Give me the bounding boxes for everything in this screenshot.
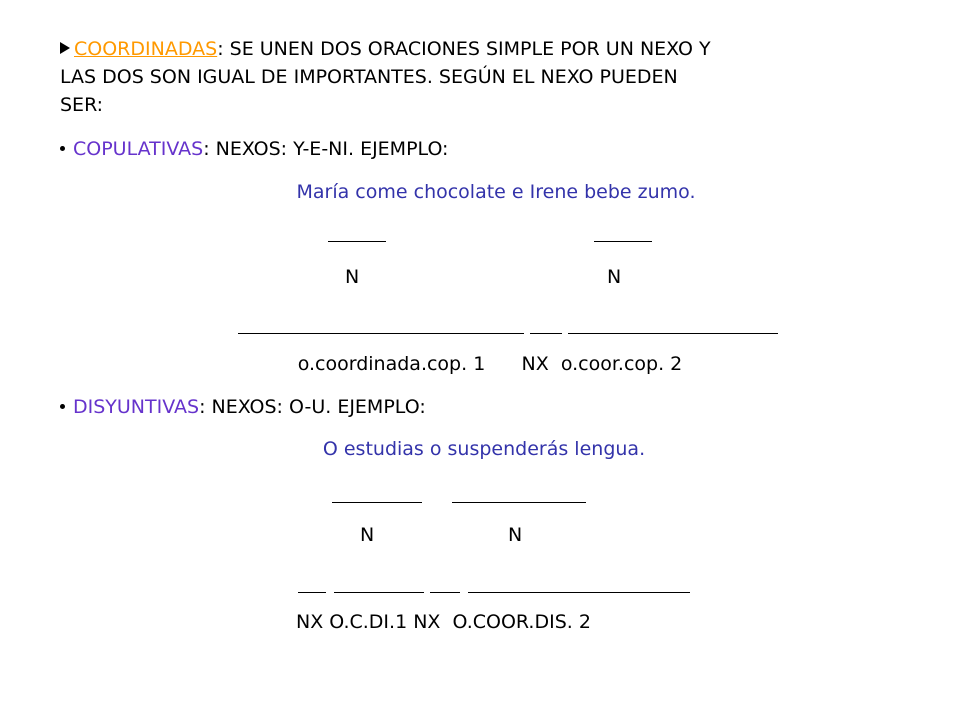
copulativas-parts: o.coordinada.cop. 1 NX o.coor.cop. 2 — [297, 353, 683, 375]
arrow-bullet-icon — [60, 42, 70, 54]
copulativas-line — [60, 138, 448, 160]
copulativas-n1: N — [345, 266, 360, 288]
disyuntivas-n2: N — [508, 524, 523, 546]
disyuntivas-clause1-underline — [334, 592, 424, 593]
disyuntivas-n2-underline — [452, 502, 586, 503]
disyuntivas-label: DISYUNTIVAS — [73, 396, 200, 418]
copulativas-example: María come chocolate e Irene bebe zumo. — [296, 181, 696, 203]
disyuntivas-nexo1-underline — [298, 592, 326, 593]
bullet-icon — [60, 404, 65, 409]
coordinadas-label: COORDINADAS — [74, 38, 218, 60]
disyuntivas-clause2-underline — [468, 592, 690, 593]
coordinadas-line-2: LAS DOS SON IGUAL DE IMPORTANTES. SEGÚN EL NEXO PUEDEN — [60, 66, 678, 88]
copulativas-n2-underline — [594, 241, 652, 242]
disyuntivas-n1: N — [360, 524, 375, 546]
coordinadas-line-1 — [60, 38, 711, 60]
disyuntivas-nexo2-underline — [430, 592, 460, 593]
copulativas-n2: N — [607, 266, 622, 288]
copulativas-n1-underline — [328, 241, 386, 242]
disyuntivas-line — [60, 396, 426, 418]
copulativas-clause2-underline — [568, 333, 778, 334]
disyuntivas-text: : NEXOS: O-U. EJEMPLO: — [199, 396, 426, 418]
coordinadas-text-1: : SE UNEN DOS ORACIONES SIMPLE POR UN NEXO Y — [217, 38, 711, 60]
coordinadas-line-3: SER: — [60, 94, 104, 116]
copulativas-nexo-underline — [530, 333, 562, 334]
disyuntivas-example: O estudias o suspenderás lengua. — [322, 438, 646, 460]
disyuntivas-n1-underline — [332, 502, 422, 503]
copulativas-clause1-underline — [238, 333, 524, 334]
bullet-icon — [60, 146, 65, 151]
copulativas-label: COPULATIVAS — [73, 138, 204, 160]
copulativas-text: : NEXOS: Y-E-NI. EJEMPLO: — [203, 138, 449, 160]
disyuntivas-parts: NX O.C.DI.1 NX O.COOR.DIS. 2 — [296, 611, 591, 633]
